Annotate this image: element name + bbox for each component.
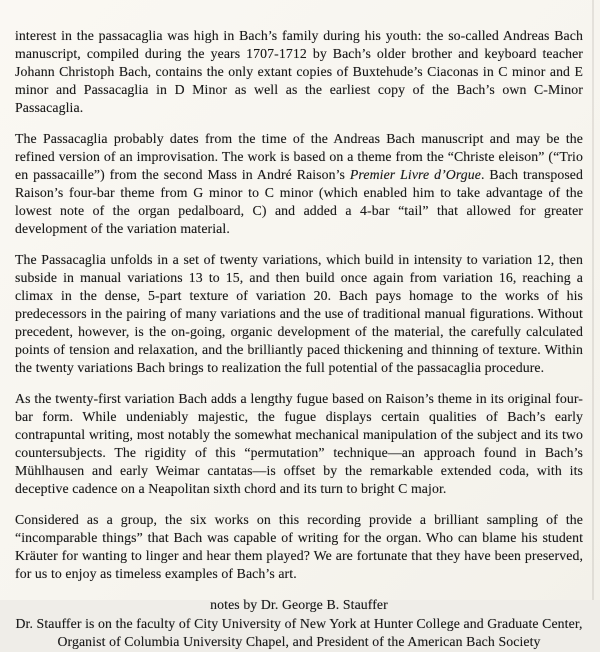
work-title-premier-livre-d-orgue: Premier Livre d’Orgue <box>349 167 482 182</box>
paragraph-2-text-after-title: . Bach transposed Raison’s four-bar theme from G minor to C minor (which enabled him to take advantage of the lowest note of the organ pedalboard, C) and added a 4-bar “tail” that allowed for greater development of the variation material. <box>15 167 584 236</box>
credits-affiliation-line1: Dr. Stauffer is on the faculty of City University of New York at Hunter College and Graduate Center, <box>15 615 583 631</box>
paragraph-conclusion: Considered as a group, the six works on this recording provide a brilliant sampling of the “incomparable things” that Bach was capable of writing for the organ. Who can blame his student Kräuter for wanting to linger and hear them played? We are fortunate that they have been preserved, for us to enjoy as timeless examples of Bach’s art. <box>15 512 583 581</box>
paragraph-andreas-bach-manuscript: interest in the passacaglia was high in Bach’s family during his youth: the so-called Andreas Bach manuscript, compiled during the years 1707-1712 by Bach’s older brother and keyboard teacher Johann Christoph Bach, contains the only extant copies of Buxtehude’s Ciaconas in C minor and E minor and Passacaglia in D Minor as well as the earliest copy of the Bach’s own C-Minor Passacaglia. <box>15 28 583 115</box>
credits-byline: notes by Dr. George B. Stauffer <box>210 597 388 612</box>
scan-edge-artifact <box>592 0 594 600</box>
liner-notes-text <box>15 27 583 652</box>
credits-block <box>15 596 583 652</box>
paragraph-passacaglia-origin <box>15 130 583 238</box>
paragraph-twenty-variations: The Passacaglia unfolds in a set of twenty variations, which build in intensity to variation 12, then subside in manual variations 13 to 15, and then build once again from variation 16, reaching a climax in the dense, 5-part texture of variation 20. Bach pays homage to the works of his predecessors in the pairing of many variations and the use of traditional manual figurations. Without precedent, however, is the on-going, organic development of the material, the carefully calculated points of tension and relaxation, and the brilliantly paced thickening and thinning of texture. Within the twenty variations Bach brings to realization the full potential of the passacaglia procedure. <box>15 252 583 375</box>
paragraph-2-text-before-title: The Passacaglia probably dates from the time of the Andreas Bach manuscript and may be the refined version of an improvisation. The work is based on a theme from the “Christe eleison” (“Trio en passacaille”) from the second Mass in André Raison’s <box>15 131 583 182</box>
credits-affiliation-line2: Organist of Columbia University Chapel, and President of the American Bach Society <box>57 634 541 649</box>
paragraph-fugue-analysis: As the twenty-first variation Bach adds a lengthy fugue based on Raison’s theme in its original four-bar form. While undeniably majestic, the fugue displays certain qualities of Bach’s early contrapuntal writing, most notably the somewhat mechanical manipulation of the subject and its two countersubjects. The rigidity of this “permutation” technique—an approach found in Bach’s Mühlhausen and early Weimar cantatas—is offset by the remarkable extended coda, with its deceptive cadence on a Neapolitan sixth chord and its turn to bright C major. <box>15 391 583 496</box>
